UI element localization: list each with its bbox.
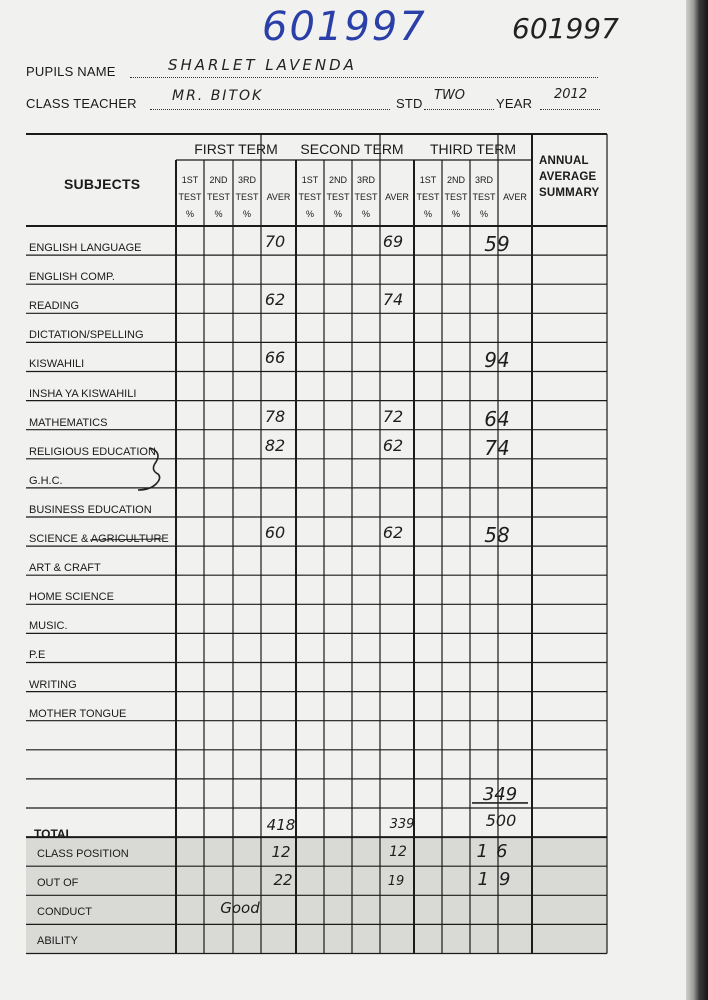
std-label: STD bbox=[396, 96, 423, 111]
test-column-header: % bbox=[361, 209, 371, 219]
footer-label: OUT OF bbox=[37, 877, 79, 890]
total-second-term: 339 bbox=[389, 817, 415, 832]
subject-label: SCIENCE & AGRICULTURE bbox=[29, 533, 169, 545]
test-column-header: % bbox=[185, 209, 195, 219]
aver-column-header: AVER bbox=[385, 192, 409, 202]
annual-summary-header: ANNUAL bbox=[539, 155, 589, 167]
test-column-header: % bbox=[423, 209, 433, 219]
subject-label: WRITING bbox=[29, 678, 77, 691]
footer-label: CLASS POSITION bbox=[37, 848, 129, 861]
total-label: TOTAL bbox=[34, 827, 73, 841]
subject-label: BUSINESS EDUCATION bbox=[29, 503, 152, 516]
std-value: TWO bbox=[434, 88, 466, 103]
total-third-term: 500 bbox=[485, 811, 517, 830]
term-header: FIRST TERM bbox=[194, 141, 278, 157]
test-column-header: % bbox=[242, 209, 252, 219]
test-column-header: 1ST bbox=[301, 175, 319, 185]
average-mark: 94 bbox=[484, 348, 510, 373]
footer-label: ABILITY bbox=[37, 935, 78, 948]
average-mark: 74 bbox=[484, 435, 510, 460]
average-mark: 82 bbox=[264, 435, 286, 455]
class-teacher-value: MR. BITOK bbox=[172, 88, 264, 104]
test-column-header: % bbox=[305, 209, 315, 219]
average-mark: 74 bbox=[382, 290, 404, 310]
class-position-first: 12 bbox=[271, 843, 291, 862]
test-column-header: % bbox=[479, 209, 489, 219]
test-column-header: TEST bbox=[326, 192, 350, 202]
subject-label: MOTHER TONGUE bbox=[29, 707, 127, 720]
aver-column-header: AVER bbox=[266, 192, 291, 202]
test-column-header: TEST bbox=[472, 192, 496, 202]
total-first-term: 418 bbox=[266, 816, 296, 834]
subject-label: MUSIC. bbox=[29, 620, 68, 633]
pupils-name-value: SHARLET LAVENDA bbox=[168, 56, 357, 74]
handwritten-number-top: 601997 bbox=[262, 4, 427, 50]
subjects-header: SUBJECTS bbox=[64, 176, 141, 192]
annual-summary-header: SUMMARY bbox=[539, 187, 600, 199]
test-column-header: TEST bbox=[178, 192, 202, 202]
subject-label: MATHEMATICS bbox=[29, 416, 108, 429]
out-of-second: 19 bbox=[387, 874, 405, 890]
test-column-header: TEST bbox=[206, 192, 231, 202]
test-column-header: % bbox=[214, 209, 223, 219]
subject-label: DICTATION/SPELLING bbox=[29, 329, 144, 342]
class-position-third: 16 bbox=[476, 841, 516, 863]
average-mark: 64 bbox=[484, 406, 510, 431]
average-mark: 60 bbox=[264, 523, 286, 542]
test-column-header: 2ND bbox=[209, 175, 228, 185]
test-column-header: 1ST bbox=[419, 175, 437, 185]
average-mark: 58 bbox=[484, 523, 510, 547]
test-column-header: 2ND bbox=[328, 175, 348, 185]
subject-label: READING bbox=[29, 300, 80, 313]
subject-label: RELIGIOUS EDUCATION bbox=[29, 445, 156, 458]
test-column-header: TEST bbox=[444, 192, 468, 202]
year-label: YEAR bbox=[496, 96, 533, 111]
average-mark: 66 bbox=[264, 348, 286, 368]
subject-label: HOME SCIENCE bbox=[29, 591, 114, 604]
class-position-second: 12 bbox=[389, 844, 407, 861]
test-column-header: TEST bbox=[416, 192, 440, 202]
subject-label: G.H.C. bbox=[29, 474, 63, 487]
subject-label: KISWAHILI bbox=[29, 358, 85, 371]
subject-label: P.E bbox=[29, 649, 46, 662]
year-value: 2012 bbox=[554, 87, 588, 102]
average-mark: 59 bbox=[484, 232, 510, 256]
term-header: THIRD TERM bbox=[429, 141, 517, 157]
test-column-header: TEST bbox=[298, 192, 322, 202]
subject-label: ENGLISH COMP. bbox=[29, 271, 115, 284]
test-column-header: 2ND bbox=[446, 175, 466, 185]
subject-label: INSHA YA KISWAHILI bbox=[29, 387, 137, 400]
test-column-header: 3RD bbox=[237, 175, 257, 185]
average-mark: 78 bbox=[264, 406, 286, 426]
test-column-header: % bbox=[451, 209, 461, 219]
test-column-header: 3RD bbox=[474, 175, 494, 185]
test-column-header: 3RD bbox=[356, 175, 376, 185]
average-mark: 69 bbox=[382, 232, 404, 251]
out-of-third: 19 bbox=[477, 869, 521, 891]
average-mark: 62 bbox=[382, 523, 404, 542]
average-mark: 70 bbox=[264, 232, 286, 251]
aver-column-header: AVER bbox=[503, 192, 527, 202]
average-mark: 62 bbox=[382, 435, 404, 455]
out-of-first: 22 bbox=[273, 871, 293, 890]
conduct-value: Good bbox=[220, 899, 260, 918]
term-header: SECOND TERM bbox=[300, 141, 404, 157]
subject-label: ENGLISH LANGUAGE bbox=[29, 242, 142, 254]
test-column-header: % bbox=[333, 209, 343, 219]
handwritten-number-right: 601997 bbox=[512, 12, 619, 45]
annual-summary-header: AVERAGE bbox=[539, 171, 597, 183]
third-term-subtotal: 349 bbox=[482, 783, 518, 805]
test-column-header: TEST bbox=[354, 192, 378, 202]
average-mark: 72 bbox=[382, 406, 404, 426]
pupils-name-label: PUPILS NAME bbox=[26, 64, 116, 79]
test-column-header: 1ST bbox=[181, 175, 199, 185]
class-teacher-label: CLASS TEACHER bbox=[26, 96, 137, 111]
subject-label: ART & CRAFT bbox=[29, 562, 101, 575]
test-column-header: TEST bbox=[235, 192, 259, 202]
average-mark: 62 bbox=[264, 290, 286, 310]
footer-label: CONDUCT bbox=[37, 906, 92, 919]
